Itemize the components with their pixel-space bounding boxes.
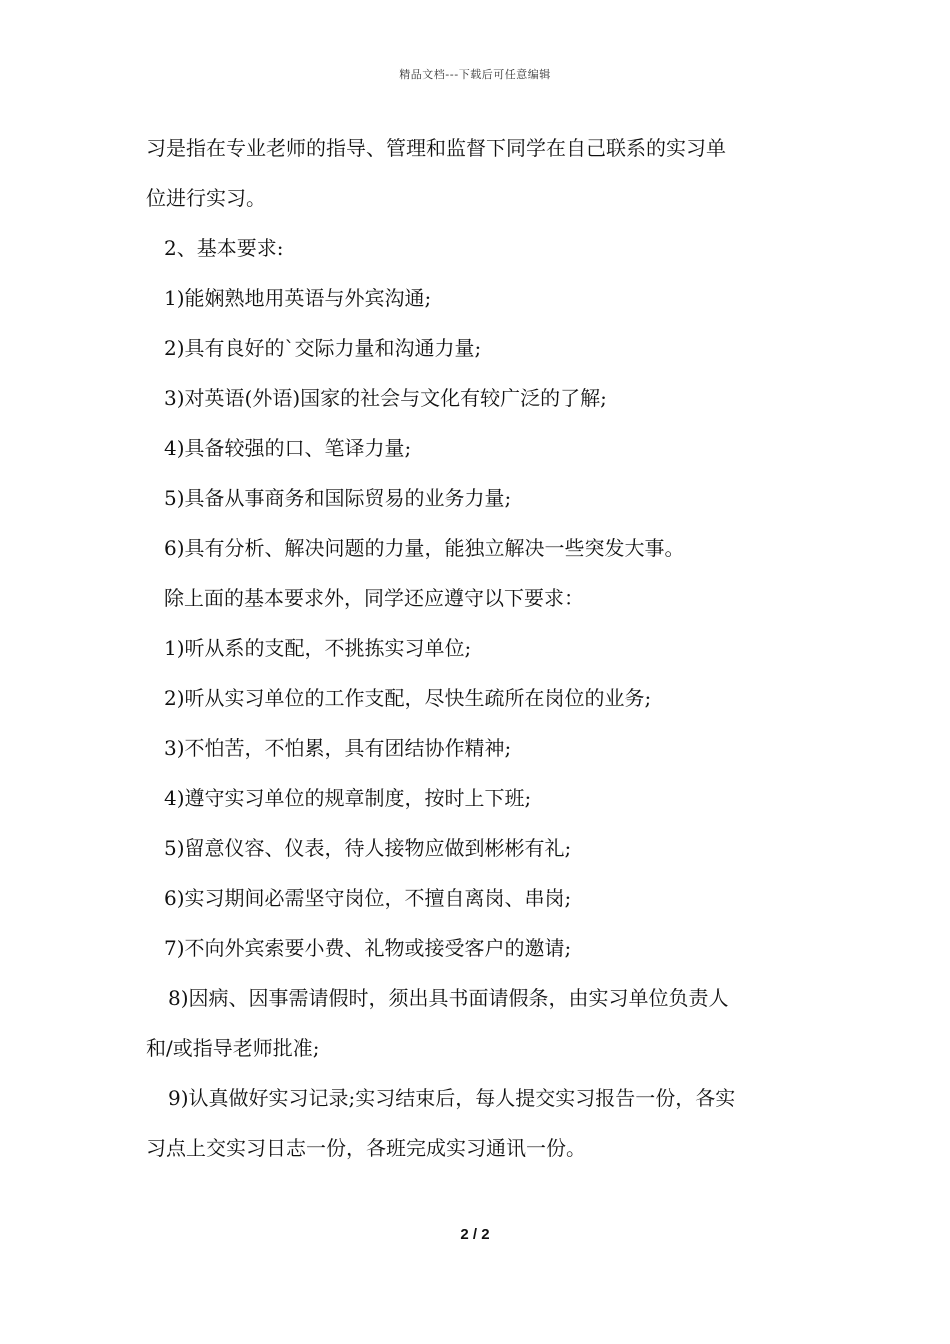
list-item: 4)具备较强的口、笔译力量; bbox=[164, 436, 412, 460]
paragraph-line: 习是指在专业老师的指导、管理和监督下同学在自己联系的实习单 bbox=[146, 136, 726, 160]
list-item: 1)能娴熟地用英语与外宾沟通; bbox=[164, 286, 432, 310]
list-item: 4)遵守实习单位的规章制度，按时上下班; bbox=[164, 786, 532, 810]
list-item: 2)具有良好的`交际力量和沟通力量; bbox=[164, 336, 482, 360]
list-item: 3)对英语(外语)国家的社会与文化有较广泛的了解; bbox=[164, 386, 607, 410]
page-number: 2 / 2 bbox=[460, 1226, 490, 1243]
list-item: 6)具有分析、解决问题的力量，能独立解决一些突发大事。 bbox=[164, 536, 685, 560]
list-item: 6)实习期间必需坚守岗位，不擅自离岗、串岗; bbox=[164, 886, 572, 910]
list-item-continuation: 习点上交实习日志一份，各班完成实习通讯一份。 bbox=[146, 1136, 586, 1160]
list-item: 5)留意仪容、仪表，待人接物应做到彬彬有礼; bbox=[164, 836, 572, 860]
list-item-continuation: 和/或指导老师批准; bbox=[146, 1036, 320, 1060]
page-header: 精品文档---下载后可任意编辑 bbox=[399, 68, 551, 81]
section-heading: 2、基本要求: bbox=[164, 236, 284, 260]
list-item: 1)听从系的支配，不挑拣实习单位; bbox=[164, 636, 472, 660]
list-item: 9)认真做好实习记录;实习结束后，每人提交实习报告一份，各实 bbox=[168, 1086, 736, 1110]
list-item: 5)具备从事商务和国际贸易的业务力量; bbox=[164, 486, 512, 510]
list-item: 8)因病、因事需请假时，须出具书面请假条，由实习单位负责人 bbox=[168, 986, 729, 1010]
paragraph-line: 除上面的基本要求外，同学还应遵守以下要求： bbox=[164, 586, 584, 610]
list-item: 2)听从实习单位的工作支配，尽快生疏所在岗位的业务; bbox=[164, 686, 652, 710]
list-item: 7)不向外宾索要小费、礼物或接受客户的邀请; bbox=[164, 936, 572, 960]
paragraph-line: 位进行实习。 bbox=[146, 186, 266, 210]
list-item: 3)不怕苦，不怕累，具有团结协作精神; bbox=[164, 736, 512, 760]
